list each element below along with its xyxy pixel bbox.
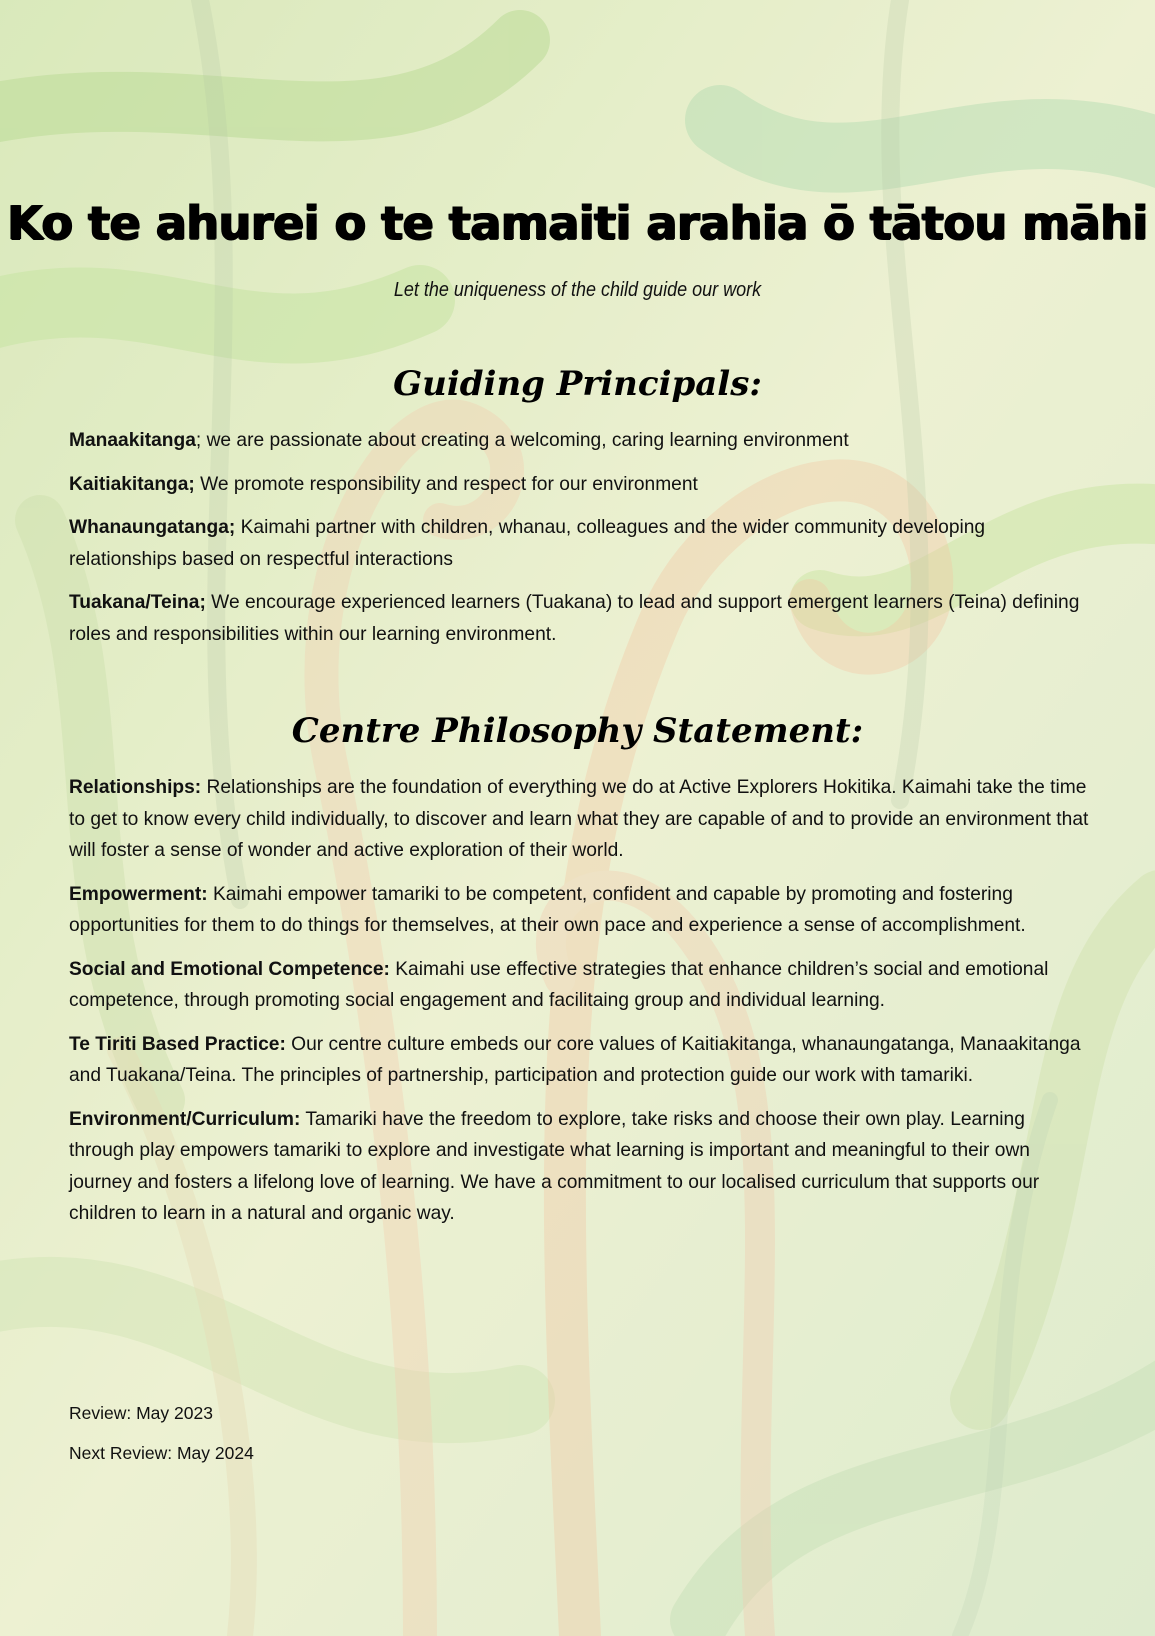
principle-item (69, 512, 1089, 575)
principle-term: Tuakana/Teina; (69, 592, 206, 613)
philosophy-text: Relationships are the foundation of everything we do at Active Explorers Hokitika. Kaimahi take the time to get to know every child individually, to discover and learn what they are capable of and to provide an environment that will foster a sense of wonder and active exploration of their world. (69, 777, 1089, 861)
page-title: Ko te ahurei o te tamaiti arahia ō tātou māhi (7, 196, 1148, 250)
principle-term: Whanaungatanga; (69, 517, 236, 538)
philosophy-item (69, 772, 1089, 867)
philosophy-text: Tamariki have the freedom to explore, take risks and choose their own play. Learning through play empowers tamariki to explore and investigate what learning is important and meaningful to their own journey and fosters a lifelong love of learning. We have a commitment to our localised curriculum that supports our children to learn in a natural and organic way. (69, 1108, 1040, 1224)
philosophy-item (69, 1029, 1089, 1092)
principle-text: We promote responsibility and respect for our environment (194, 473, 698, 495)
principle-text: ; we are passionate about creating a welcoming, caring learning environment (195, 430, 849, 451)
principle-item (69, 425, 1089, 457)
philosophy-list (69, 772, 1089, 1242)
philosophy-term: Environment/Curriculum: (69, 1108, 301, 1130)
principle-item (69, 587, 1089, 650)
next-review-date: Next Review: May 2024 (69, 1443, 254, 1463)
philosophy-item (69, 1104, 1089, 1230)
principle-term: Kaitiakitanga; (69, 473, 195, 495)
philosophy-item (69, 879, 1089, 942)
philosophy-term: Social and Emotional Competence: (69, 958, 390, 980)
philosophy-item (69, 954, 1089, 1017)
guiding-principles-heading: Guiding Principals: (393, 364, 762, 404)
philosophy-term: Empowerment: (69, 883, 208, 905)
principle-term: Manaakitanga (69, 430, 196, 451)
principle-item (69, 469, 1089, 501)
principle-text: Kaimahi partner with children, whanau, colleagues and the wider community developing relationships based on respectful interactions (69, 517, 986, 570)
philosophy-heading: Centre Philosophy Statement: (291, 711, 864, 751)
philosophy-text: Kaimahi use effective strategies that enhance children’s social and emotional competence, through promoting social engagement and facilitaing group and individual learning. (69, 958, 1049, 1011)
page-subtitle: Let the uniqueness of the child guide our work (393, 279, 762, 301)
philosophy-text: Kaimahi empower tamariki to be competent, confident and capable by promoting and fostering opportunities for them to do things for themselves, at their own pace and experience a sense of accomplishment. (69, 883, 1026, 936)
principle-text: We encourage experienced learners (Tuakana) to lead and support emergent learners (Teina) defining roles and responsibilities within our learning environment. (69, 592, 1080, 645)
philosophy-text: Our centre culture embeds our core values of Kaitiakitanga, whanaungatanga, Manaakitanga and Tuakana/Teina. The principles of partnership, participation and protection guide our work with tamariki. (69, 1033, 1081, 1086)
guiding-principles-list (69, 425, 1089, 662)
philosophy-term: Relationships: (69, 777, 202, 798)
review-date: Review: May 2023 (69, 1403, 213, 1423)
philosophy-term: Te Tiriti Based Practice: (69, 1033, 286, 1055)
